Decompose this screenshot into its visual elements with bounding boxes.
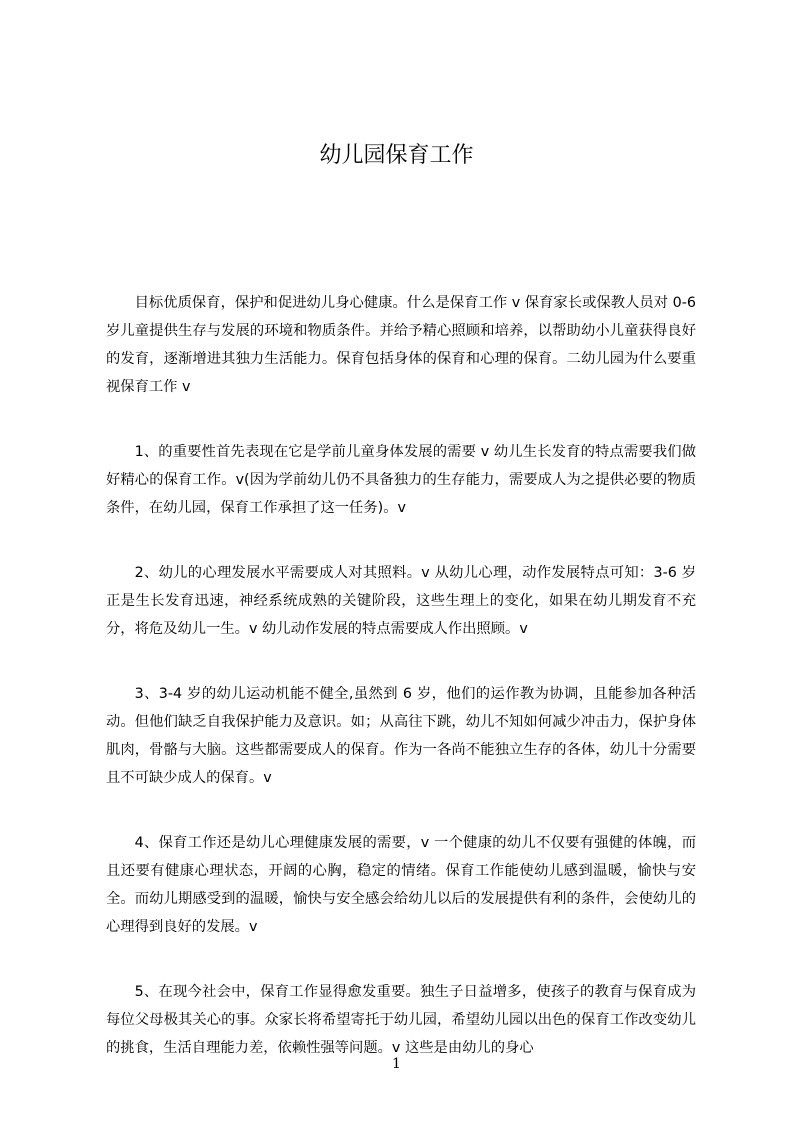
page-title: 幼儿园保育工作 [319,143,474,168]
document-body [106,289,696,1099]
paragraph-3: 3、3-4 岁的幼儿运动机能不健全,虽然到 6 岁，他们的运作教为协调，且能参加各种活动。但他们缺乏自我保护能力及意识。如；从高往下跳，幼儿不知如何减少冲击力，保护身体肌肉，骨骼与大脑。这些都需要成人的保育。作为一各尚不能独立生存的各体，幼儿十分需要且不可缺少成人的保育。v [106,686,696,786]
paragraph-5: 5、在现今社会中，保育工作显得愈发重要。独生子日益增多，使孩子的教育与保育成为每位父母极其关心的事。众家长将希望寄托于幼儿园，希望幼儿园以出色的保育工作改变幼儿的挑食，生活自理能力差，依赖性强等问题。v 这些是由幼儿的身心 [106,984,696,1056]
paragraph-1: 1、的重要性首先表现在它是学前儿童身体发展的需要 v 幼儿生长发育的特点需要我们做好精心的保育工作。v(因为学前幼儿仍不具备独力的生存能力，需要成人为之提供必要的物质条件，在幼儿园，保育工作承担了这一任务)。v [106,444,696,516]
paragraph-intro: 目标优质保育，保护和促进幼儿身心健康。什么是保育工作 v 保育家长或保教人员对 0-6 岁儿童提供生存与发展的环境和物质条件。并给予精心照顾和培养，以帮助幼小儿童获得良好的发育，逐渐增进其独力生活能力。保育包括身体的保育和心理的保育。二幼儿园为什么要重视保育工作 v [106,295,696,395]
paragraph-4: 4、保育工作还是幼儿心理健康发展的需要，v 一个健康的幼儿不仅要有强健的体魄，而且还要有健康心理状态，开阔的心胸，稳定的情绪。保育工作能使幼儿感到温暖，愉快与安全。而幼儿期感受到的温暖，愉快与安全感会给幼儿以后的发展提供有利的条件，会使幼儿的心理得到良好的发展。v [106,835,696,935]
paragraph-2: 2、幼儿的心理发展水平需要成人对其照料。v 从幼儿心理，动作发展特点可知：3-6 岁正是生长发育迅速，神经系统成熟的关键阶段，这些生理上的变化，如果在幼儿期发育不充分，将危及幼儿一生。v 幼儿动作发展的特点需要成人作出照顾。v [106,565,696,637]
page-number: 1 [392,1056,401,1072]
